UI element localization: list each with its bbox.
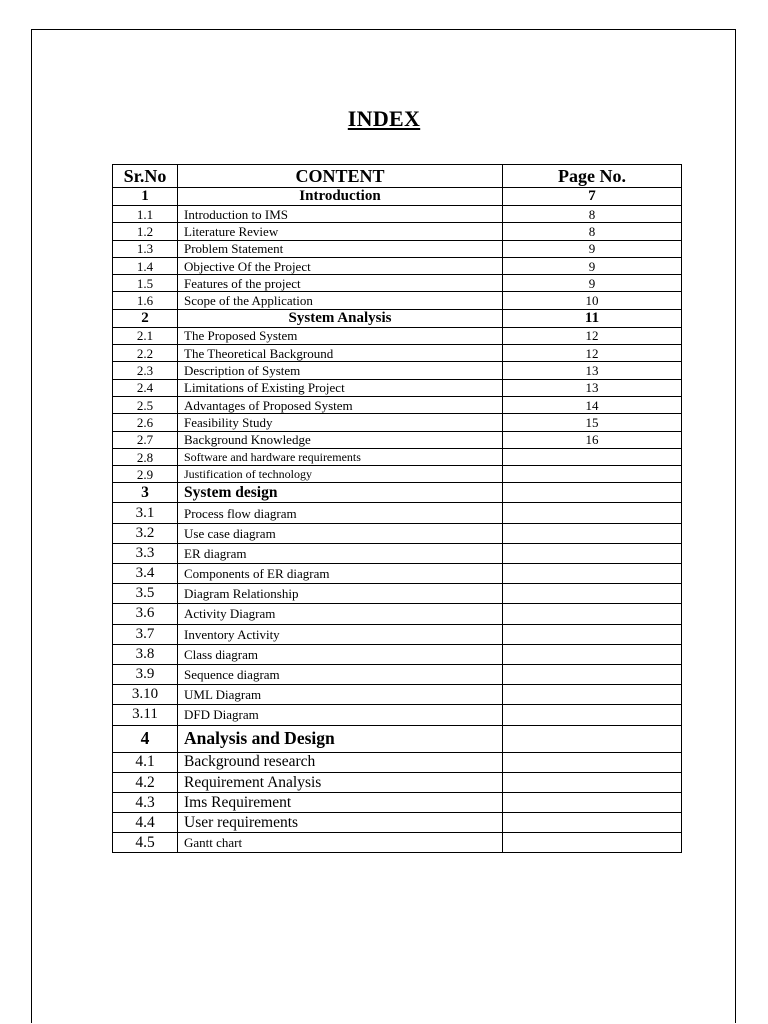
item-page — [503, 772, 682, 792]
item-row — [113, 752, 682, 772]
item-page: 13 — [503, 362, 682, 379]
item-page — [503, 584, 682, 604]
item-number: 1.5 — [113, 275, 178, 292]
item-title: Diagram Relationship — [178, 584, 503, 604]
item-number: 4.3 — [113, 792, 178, 812]
item-title: Introduction to IMS — [178, 206, 503, 223]
item-title: DFD Diagram — [178, 705, 503, 725]
item-number: 2.7 — [113, 431, 178, 448]
item-title: The Theoretical Background — [178, 345, 503, 362]
item-title: Description of System — [178, 362, 503, 379]
item-row — [113, 466, 682, 483]
item-page — [503, 813, 682, 833]
item-number: 1.6 — [113, 292, 178, 309]
item-title: Class diagram — [178, 644, 503, 664]
item-row — [113, 414, 682, 431]
item-title: Gantt chart — [178, 833, 503, 853]
item-page — [503, 466, 682, 483]
item-number: 3.8 — [113, 644, 178, 664]
item-title: Use case diagram — [178, 523, 503, 543]
section-page — [503, 483, 682, 503]
item-number: 2.2 — [113, 345, 178, 362]
item-row — [113, 327, 682, 344]
item-title: Process flow diagram — [178, 503, 503, 523]
index-title: INDEX — [347, 106, 421, 131]
item-page: 12 — [503, 345, 682, 362]
item-row — [113, 503, 682, 523]
item-title: Features of the project — [178, 275, 503, 292]
item-title: The Proposed System — [178, 327, 503, 344]
item-title: Activity Diagram — [178, 604, 503, 624]
item-title: UML Diagram — [178, 685, 503, 705]
item-number: 3.5 — [113, 584, 178, 604]
header-sr-no: Sr.No — [113, 165, 178, 188]
section-number: 4 — [113, 725, 178, 752]
section-title: System design — [178, 483, 503, 503]
item-number: 4.2 — [113, 772, 178, 792]
item-page — [503, 833, 682, 853]
item-row — [113, 833, 682, 853]
item-page — [503, 624, 682, 644]
item-number: 1.4 — [113, 257, 178, 274]
item-page: 8 — [503, 223, 682, 240]
item-row — [113, 396, 682, 413]
item-row — [113, 223, 682, 240]
item-number: 4.5 — [113, 833, 178, 853]
item-row — [113, 644, 682, 664]
section-title: Introduction — [178, 188, 503, 206]
item-row — [113, 772, 682, 792]
section-number: 1 — [113, 188, 178, 206]
item-number: 4.4 — [113, 813, 178, 833]
item-number: 1.3 — [113, 240, 178, 257]
item-page: 16 — [503, 431, 682, 448]
item-number: 2.4 — [113, 379, 178, 396]
item-row — [113, 564, 682, 584]
item-number: 2.5 — [113, 396, 178, 413]
item-row — [113, 792, 682, 812]
header-row — [113, 165, 682, 188]
item-row — [113, 275, 682, 292]
header-page-no: Page No. — [503, 165, 682, 188]
item-title: Background Knowledge — [178, 431, 503, 448]
item-title: Scope of the Application — [178, 292, 503, 309]
section-number: 2 — [113, 309, 178, 327]
item-title: Justification of technology — [178, 466, 503, 483]
item-page — [503, 604, 682, 624]
item-page — [503, 664, 682, 684]
item-row — [113, 206, 682, 223]
item-row — [113, 523, 682, 543]
item-row — [113, 345, 682, 362]
item-number: 2.3 — [113, 362, 178, 379]
item-page — [503, 752, 682, 772]
item-title: Limitations of Existing Project — [178, 379, 503, 396]
item-page — [503, 685, 682, 705]
item-page: 9 — [503, 257, 682, 274]
section-row — [113, 188, 682, 206]
item-title: Literature Review — [178, 223, 503, 240]
item-row — [113, 624, 682, 644]
item-page — [503, 503, 682, 523]
section-page — [503, 725, 682, 752]
item-row — [113, 431, 682, 448]
item-number: 2.1 — [113, 327, 178, 344]
item-number: 4.1 — [113, 752, 178, 772]
item-title: Inventory Activity — [178, 624, 503, 644]
item-title: Problem Statement — [178, 240, 503, 257]
item-title: Software and hardware requirements — [178, 448, 503, 465]
item-page: 9 — [503, 240, 682, 257]
item-row — [113, 813, 682, 833]
item-row — [113, 543, 682, 563]
item-row — [113, 664, 682, 684]
section-row — [113, 483, 682, 503]
section-title: Analysis and Design — [178, 725, 503, 752]
item-page: 14 — [503, 396, 682, 413]
item-row — [113, 292, 682, 309]
item-row — [113, 257, 682, 274]
section-title: System Analysis — [178, 309, 503, 327]
item-row — [113, 362, 682, 379]
item-number: 3.2 — [113, 523, 178, 543]
header-content: CONTENT — [178, 165, 503, 188]
item-page — [503, 448, 682, 465]
item-number: 3.4 — [113, 564, 178, 584]
item-page: 13 — [503, 379, 682, 396]
item-row — [113, 240, 682, 257]
item-title: Ims Requirement — [178, 792, 503, 812]
item-page: 12 — [503, 327, 682, 344]
item-page — [503, 543, 682, 563]
item-page — [503, 644, 682, 664]
item-page — [503, 792, 682, 812]
index-table — [112, 164, 682, 853]
item-page: 9 — [503, 275, 682, 292]
section-page: 11 — [503, 309, 682, 327]
item-number: 3.6 — [113, 604, 178, 624]
item-row — [113, 584, 682, 604]
item-title: Advantages of Proposed System — [178, 396, 503, 413]
item-number: 3.7 — [113, 624, 178, 644]
item-number: 1.1 — [113, 206, 178, 223]
item-page — [503, 523, 682, 543]
item-title: Sequence diagram — [178, 664, 503, 684]
item-row — [113, 604, 682, 624]
item-row — [113, 448, 682, 465]
item-title: User requirements — [178, 813, 503, 833]
section-row — [113, 309, 682, 327]
item-page: 10 — [503, 292, 682, 309]
item-number: 2.8 — [113, 448, 178, 465]
item-row — [113, 685, 682, 705]
item-number: 3.3 — [113, 543, 178, 563]
item-number: 3.10 — [113, 685, 178, 705]
item-title: Requirement Analysis — [178, 772, 503, 792]
item-row — [113, 379, 682, 396]
item-page: 15 — [503, 414, 682, 431]
item-number: 1.2 — [113, 223, 178, 240]
item-title: Objective Of the Project — [178, 257, 503, 274]
section-number: 3 — [113, 483, 178, 503]
item-title: Background research — [178, 752, 503, 772]
item-number: 3.9 — [113, 664, 178, 684]
item-page — [503, 564, 682, 584]
item-row — [113, 705, 682, 725]
section-row — [113, 725, 682, 752]
item-number: 2.9 — [113, 466, 178, 483]
section-page: 7 — [503, 188, 682, 206]
item-number: 3.11 — [113, 705, 178, 725]
item-number: 3.1 — [113, 503, 178, 523]
item-number: 2.6 — [113, 414, 178, 431]
item-page: 8 — [503, 206, 682, 223]
item-title: Components of ER diagram — [178, 564, 503, 584]
item-title: Feasibility Study — [178, 414, 503, 431]
item-page — [503, 705, 682, 725]
item-title: ER diagram — [178, 543, 503, 563]
